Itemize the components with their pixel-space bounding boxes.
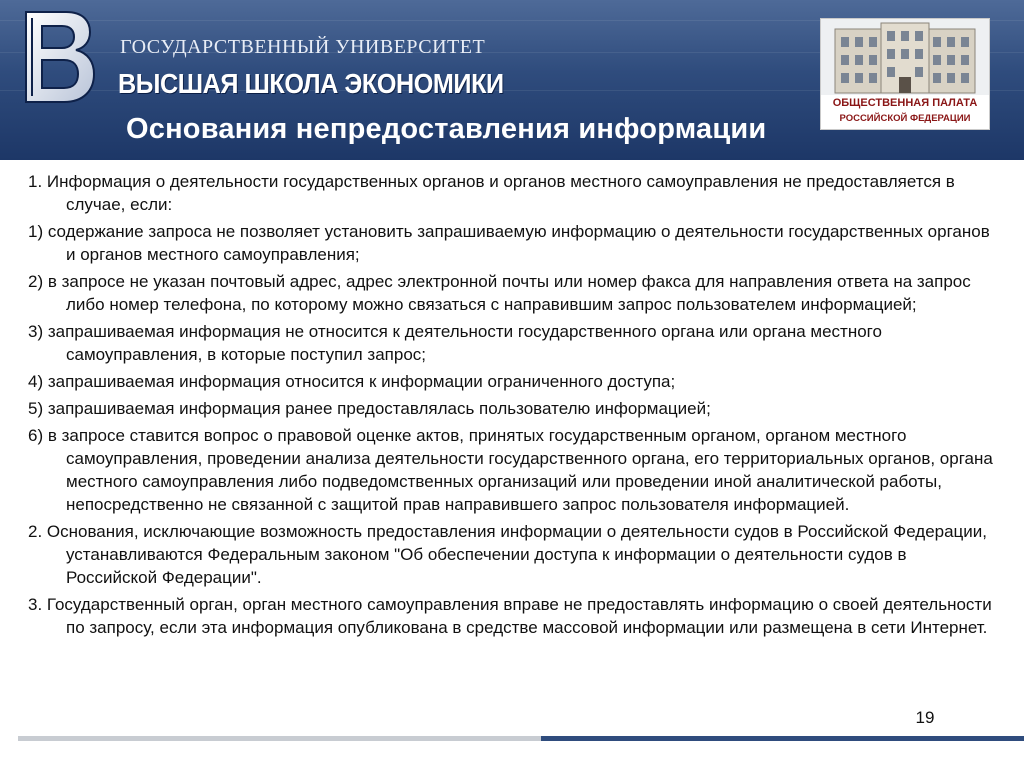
paragraph: 6) в запросе ставится вопрос о правовой оценке актов, принятых государственным органом, органом местного самоуправления, проведении анализа деятельности государственного органа, его территориальных органов, органа местного самоуправления либо подведомственных организаций или проведении иной аналитической работы, непосредственно не связанной с защитой прав направившего запрос пользователя информацией. [28, 426, 993, 514]
slide-header [0, 0, 1024, 160]
paragraph: 2) в запросе не указан почтовый адрес, адрес электронной почты или номер факса для направления ответа на запрос либо номер телефона, по которому можно связаться с направившим запрос пользователем информацией; [28, 272, 971, 314]
slide-body [28, 170, 996, 643]
paragraph: 5) запрашиваемая информация ранее предоставлялась пользователю информацией; [28, 399, 711, 418]
university-name-line2: ВЫСШАЯ ШКОЛА ЭКОНОМИКИ [118, 68, 504, 99]
public-chamber-photo [820, 18, 990, 130]
paragraph: 3) запрашиваемая информация не относится к деятельности государственного органа или органа местного самоуправления, в которые поступил запрос; [28, 322, 882, 364]
hse-logo-icon [18, 8, 98, 106]
paragraph: 1) содержание запроса не позволяет установить запрашиваемую информацию о деятельности государственных органов и органов местного самоуправления; [28, 222, 990, 264]
paragraph: 2. Основания, исключающие возможность предоставления информации о деятельности судов в Российской Федерации, устанавливаются Федеральным законом "Об обеспечении доступа к информации о деятельности судов в Российской Федерации". [28, 522, 988, 587]
building-icon [821, 19, 989, 95]
photo-caption-line2: РОССИЙСКОЙ ФЕДЕРАЦИИ [839, 113, 971, 124]
paragraph: 4) запрашиваемая информация относится к информации ограниченного доступа; [28, 372, 676, 391]
university-name-line1: ГОСУДАРСТВЕННЫЙ УНИВЕРСИТЕТ [120, 36, 486, 58]
page-title: Основания непредоставления информации [126, 113, 767, 145]
paragraph: 1. Информация о деятельности государственных органов и органов местного самоуправления не предоставляется в случае, если: [28, 172, 955, 214]
paragraph: 3. Государственный орган, орган местного самоуправления вправе не предоставлять информацию о своей деятельности по запросу, если эта информация опубликована в средстве массовой информации или размещена в сети Интернет. [28, 595, 992, 637]
footer-bar [18, 736, 1024, 741]
page-number: 19 [915, 708, 935, 727]
photo-caption-line1: ОБЩЕСТВЕННАЯ ПАЛАТА [832, 97, 978, 109]
